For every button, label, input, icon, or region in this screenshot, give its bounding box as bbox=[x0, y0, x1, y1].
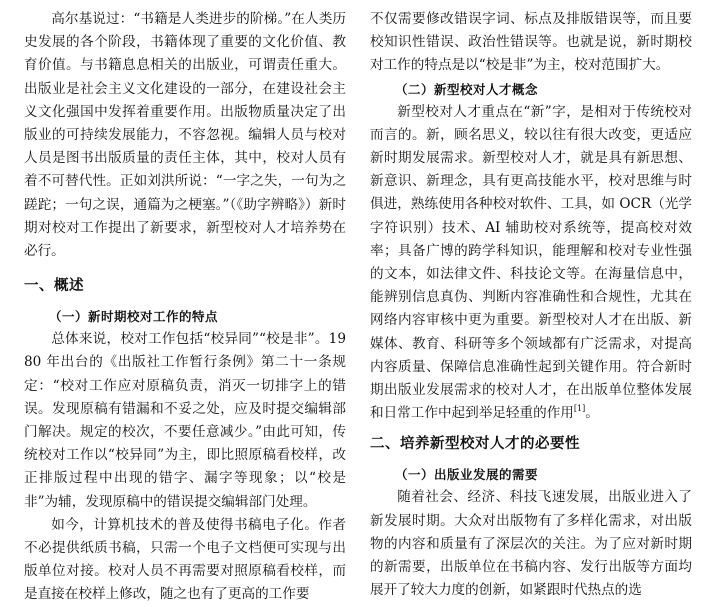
right-column bbox=[370, 8, 692, 602]
subheading-talent-concept: （二）新型校对人才概念 bbox=[395, 81, 539, 97]
continued-paragraph: 不仅需要修改错误字词、标点及排版错误等，而且要校知识性错误、政治性错误等。也就是说，新时期校对工作的特点是以“校是非”为主，校对范围扩大。 bbox=[370, 11, 692, 74]
left-column bbox=[24, 8, 346, 607]
citation-ref: [1] bbox=[573, 404, 586, 414]
section-heading-overview: 一、概述 bbox=[24, 278, 84, 295]
industry-paragraph: 随着社会、经济、科技飞速发展，出版业进入了新发展时期。大众对出版物有了多样化需求，对出版物的内容和质量有了深层次的关注。为了应对新时期的新需要，出版单位在书稿内容、发行出版等方面均展开了较大力度的创新，如紧跟时代热点的选 bbox=[370, 489, 692, 599]
features-paragraph: 总体来说，校对工作包括“校异同”“校是非”。1980 年出台的《出版社工作暂行条例》第二十一条规定：“校对工作应对原稿负责，消灭一切排字上的错误。发现原稿有错漏和不妥之处，应及时提交编辑部门解决。规定的校次，不要任意减少。”由此可知，传统校对工作以“校异同”为主，即比照原稿看校样，改正排版过程中出现的错字、漏字等现象；以“校是非”为辅，发现原稿中的错误提交编辑部门处理。 bbox=[24, 331, 346, 510]
concept-text: 新型校对人才重点在“新”字，是相对于传统校对而言的。新，顾名思义，较以往有很大改变，更适应新时期发展需求。新型校对人才，就是具有新思想、新意识、新理念，具有更高技能水平，校对思维与时俱进，熟练使用各种校对软件、工具，如 OCR（光学字符识别）技术、AI 辅助校对系统等，提高校对效率；具备广博的跨学科知识，能理解和校对专业性强的文本，如法律文件、科技论文等。在海量信息中，能辨别信息真伪、判断内容准确性和合规性，尤其在网络内容审核中更为重要。新型校对人才在出版、新媒体、教育、科研等多个领域都有广泛需求，对提高内容质量、保障信息准确性起到关键作用。符合新时期出版业发展需求的校对人才，在出版单位整体发展和日常工作中起到举足轻重的作用 bbox=[370, 103, 692, 422]
section-heading-necessity: 二、培养新型校对人才的必要性 bbox=[370, 436, 580, 453]
subheading-proofreading-features: （一）新时期校对工作的特点 bbox=[49, 309, 219, 325]
intro-paragraph: 高尔基说过：“书籍是人类进步的阶梯。”在人类历史发展的各个阶段，书籍体现了重要的文化价值、教育价值。与书籍息息相关的出版业，可谓责任重大。出版业是社会主义文化建设的一部分，在建设社会主义文化强国中发挥着重要作用。出版物质量决定了出版业的可持续发展能力，不容忽视。编辑人员与校对人员是图书出版质量的责任主体，其中，校对人员有着不可替代性。正如刘洪所说：“一字之失，一句为之蹉跎；一句之误，通篇为之梗塞。”（《助字辨略》）新时期对校对工作提出了新要求，新型校对人才培养势在必行。 bbox=[24, 11, 346, 260]
digitalization-paragraph: 如今，计算机技术的普及使得书稿电子化。作者不必提供纸质书稿，只需一个电子文档便可实现与出版单位对接。校对人员不再需要对照原稿看校样，而是直接在校样上修改，随之也有了更高的工作要 bbox=[24, 516, 346, 603]
concept-paragraph bbox=[370, 101, 692, 426]
subheading-industry-need: （一）出版业发展的需要 bbox=[395, 467, 539, 483]
concept-text-end: 。 bbox=[585, 405, 599, 422]
